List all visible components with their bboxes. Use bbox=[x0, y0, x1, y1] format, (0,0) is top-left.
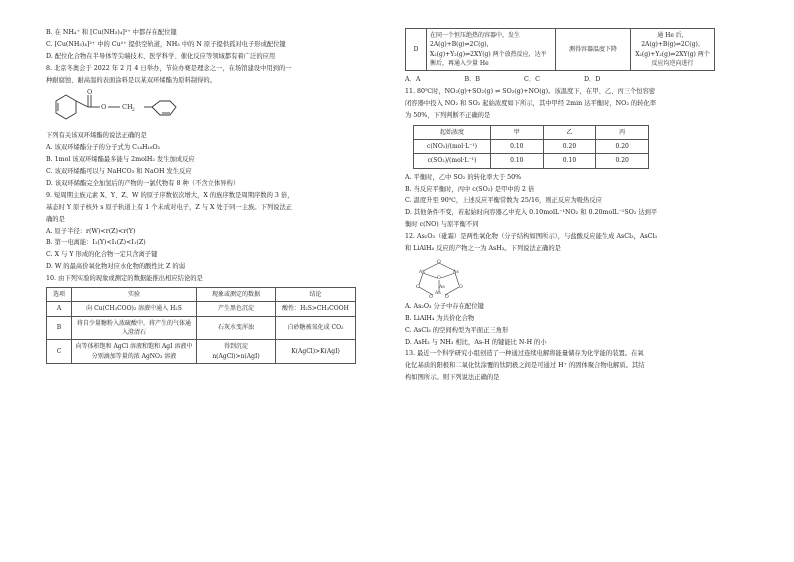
table-cell: 白砂糖被氧化成 CO₂ bbox=[276, 316, 356, 340]
q8-stem-line: 8. 北京冬奥会于 2022 年 2 月 4 日举办，节俭办赛是理念之一，在场馆建设中用到的一 bbox=[46, 64, 292, 72]
left-column bbox=[46, 30, 396, 364]
atom-label: As bbox=[439, 284, 445, 290]
table-header: 实验 bbox=[72, 288, 197, 302]
table-cell: c(SO₂)/(mol·L⁻¹) bbox=[414, 154, 491, 168]
table-cell: 0.20 bbox=[596, 140, 649, 154]
table-cell: 0.10 bbox=[491, 154, 544, 168]
table-row bbox=[47, 316, 356, 340]
q9-option-c: C. X 与 Y 形成的化合物一定只含离子键 bbox=[46, 251, 158, 259]
table-cell: D bbox=[406, 29, 427, 71]
table-cell: B bbox=[47, 316, 72, 340]
q9-stem-line: 9. 短周期主族元素 X、Y、Z、W 的原子序数依次增大，X 的族序数是周期序数的 3 倍， bbox=[46, 191, 294, 199]
table-cell: c(NO₂)/(mol·L⁻¹) bbox=[414, 140, 491, 154]
q8-question: 下列有关该双环烯酯的说法正确的是 bbox=[46, 132, 147, 140]
table-row bbox=[406, 29, 715, 71]
table-cell: K(AgCl)>K(AgI) bbox=[276, 340, 356, 364]
svg-text:2: 2 bbox=[132, 108, 135, 114]
q10-stem: 10. 由下列实验的现象或测定的数据能推出相应结论的是 bbox=[46, 275, 203, 283]
table-cell: C bbox=[47, 340, 72, 364]
q10-answer-d: D．D bbox=[584, 76, 601, 84]
q10-answer-options bbox=[405, 77, 755, 83]
line: C. [Cu(NH₃)₄]²⁺ 中的 Cu²⁺ 提供空轨道，NH₃ 中的 N 原子提供孤对电子形成配位键 bbox=[46, 40, 286, 48]
q11-option-d-cont: 衡时 c(NO) 与原平衡不同 bbox=[405, 221, 479, 229]
table-cell: 酸性：H₂S>CH₃COOH bbox=[276, 302, 356, 316]
q11-table bbox=[413, 125, 649, 169]
table-cell: 向 Cu(CH₃COO)₂ 溶液中通入 H₂S bbox=[72, 302, 197, 316]
q11-option-a: A. 平衡时，乙中 SO₂ 的转化率大于 50% bbox=[405, 173, 522, 181]
line: D. 配位化合物在半导体等尖端技术、医学科学、催化反应等领域都有着广泛的应用 bbox=[46, 52, 276, 60]
table-cell: 得到沉淀 n(AgCl)>n(AgI) bbox=[197, 340, 276, 364]
q11-stem-line: 11. 80℃时，NO₂(g)+SO₂(g) ⇌ SO₃(g)+NO(g)。该温度下，在甲、乙、丙三个恒容密 bbox=[405, 88, 656, 96]
atom-label: As bbox=[435, 290, 441, 296]
q11-option-b: B. 当反应平衡时，丙中 c(SO₂) 是甲中的 2 倍 bbox=[405, 185, 535, 193]
q12-stem-line: 12. As₂O₃（砒霜）是两性氧化物（分子结构如图所示），与盐酸反应能生成 AsCl₃，AsCl₃ bbox=[405, 233, 658, 241]
q10-answer-c: C．C bbox=[524, 76, 540, 84]
atom-label: O bbox=[459, 284, 463, 290]
svg-text:O: O bbox=[87, 89, 93, 97]
table-cell: 将自少量糖粉入浓硫酸中，将产生的气体通入澄清石 bbox=[72, 316, 197, 340]
atom-label: As bbox=[419, 269, 425, 275]
table-header: 丙 bbox=[596, 125, 649, 139]
table-header: 结论 bbox=[276, 288, 356, 302]
as2o3-structure-icon bbox=[409, 258, 469, 300]
q8-option-d: D. 该双环烯酯完全加氢后的产物的一氯代物有 8 种（不含立体异构） bbox=[46, 180, 240, 188]
q12-option-b: B. LiAlH₄ 为共价化合物 bbox=[405, 314, 475, 322]
bicyclic-ester-structure-icon bbox=[46, 89, 196, 127]
table-row bbox=[47, 302, 356, 316]
svg-text:O: O bbox=[101, 103, 107, 112]
q8-option-a: A. 该双环烯酯分子的分子式为 C₁₄H₁₈O₂ bbox=[46, 144, 161, 152]
q13-stem-line: 化钇基质的阳极和二氧化钛涂覆的钛阴极之间是可通过 H⁺ 的固体聚合物电解质。其结 bbox=[405, 362, 645, 370]
q10-table bbox=[46, 287, 356, 364]
table-cell: 0.20 bbox=[596, 154, 649, 168]
atom-label: O bbox=[437, 275, 441, 281]
q12-option-c: C. AsCl₃ 的空间构型为平面正三角形 bbox=[405, 326, 509, 334]
atom-label: As bbox=[453, 269, 459, 275]
table-row bbox=[414, 140, 649, 154]
table-header: 选项 bbox=[47, 288, 72, 302]
table-cell: 向等体积饱和 AgCl 溶液和饱和 AgI 溶液中分别滴加等量的浓 AgNO₃ 溶液 bbox=[72, 340, 197, 364]
q13-stem-line: 13. 最近一个科学研究小组创造了一种通过连续电解将能量储存为化学能的装置。在氧 bbox=[405, 350, 644, 358]
table-header: 起始浓度 bbox=[414, 125, 491, 139]
table-cell: 0.20 bbox=[543, 140, 596, 154]
q9-stem-line: 基态时 Y 原子核外 s 原子轨道上有 1 个未成对电子，Z 与 X 处于同一主族。下列说法正 bbox=[46, 203, 293, 211]
table-row bbox=[414, 154, 649, 168]
q11-stem-line: 闭容器中投入 NO₂ 和 SO₂ 起始浓度如下所示，其中甲经 2min 达平衡时，NO₂ 的转化率 bbox=[405, 99, 657, 107]
table-cell: 在同一个恒压绝热的容器中，发生 2A(g)+B(g)⇌2C(g)，X₂(g)+Y₂(g)⇌2XY(g) 两个放热反应，达平衡后，再通入少量 He bbox=[427, 29, 556, 71]
q10-answer-a: A．A bbox=[405, 76, 421, 84]
q12-option-a: A. As₂O₃ 分子中存在配位键 bbox=[405, 302, 484, 310]
table-cell: 测得容器温度下降 bbox=[556, 29, 631, 71]
q11-option-c: C. 温度升至 90℃，上述反应平衡常数为 25/16，则正反应为吸热反应 bbox=[405, 197, 602, 205]
q9-option-d: D. W 的最高价氧化物对应水化物的酸性比 Z 的弱 bbox=[46, 263, 186, 271]
table-row bbox=[47, 340, 356, 364]
table-header: 现象或测定的数据 bbox=[197, 288, 276, 302]
table-header: 甲 bbox=[491, 125, 544, 139]
q8-option-b: B. 1mol 该双环烯酯最多能与 2molH₂ 发生加成反应 bbox=[46, 156, 195, 164]
atom-label: O bbox=[437, 259, 441, 265]
table-cell: A bbox=[47, 302, 72, 316]
q9-option-b: B. 第一电离能：I₁(Y)<I₁(Z)<I₁(Z) bbox=[46, 239, 146, 247]
table-header-row bbox=[414, 125, 649, 139]
q9-stem-line: 确的是 bbox=[46, 215, 65, 223]
q12-option-d: D. AsH₃ 与 NH₃ 相比，As-H 的键能比 N-H 的小 bbox=[405, 338, 547, 346]
q11-option-d: D. 其他条件不变，若起始时向容器乙中充入 0.10molL⁻¹NO₂ 和 0.20molL⁻¹SO₂ 达到平 bbox=[405, 209, 658, 217]
table-cell: 通 He 后，2A(g)+B(g)⇌2C(g)、X₂(g)+Y₂(g)⇌2XY(g) 两个反应均逆向进行 bbox=[631, 29, 715, 71]
table-cell: 石灰水变浑浊 bbox=[197, 316, 276, 340]
q11-stem-line: 为 50%，下列判断不正确的是 bbox=[405, 111, 491, 119]
table-header: 乙 bbox=[543, 125, 596, 139]
q10-answer-b: B．B bbox=[464, 76, 480, 84]
q9-option-a: A. 原子半径：r(W)<r(Z)<r(Y) bbox=[46, 227, 136, 235]
q12-stem-line: 和 LiAlH₄ 反应的产物之一为 AsH₃。下列说法正确的是 bbox=[405, 244, 561, 252]
table-cell: 0.10 bbox=[543, 154, 596, 168]
right-column bbox=[405, 28, 755, 387]
svg-text:CH: CH bbox=[122, 103, 133, 112]
atom-label: O bbox=[445, 294, 449, 300]
q8-stem-line: 种耐腐蚀、耐高温的表面涂料是以某双环烯酯为原料制得的。 bbox=[46, 76, 217, 84]
table-cell: 0.10 bbox=[491, 140, 544, 154]
atom-label: O bbox=[429, 294, 433, 300]
table-cell: 产生黑色沉淀 bbox=[197, 302, 276, 316]
table-header-row bbox=[47, 288, 356, 302]
q10-table-continued bbox=[405, 28, 715, 71]
atom-label: O bbox=[416, 284, 420, 290]
line: B. 在 NH₄⁺ 和 [Cu(NH₃)₄]²⁺ 中都存在配位键 bbox=[46, 29, 177, 36]
q8-option-c: C. 该双环烯酯可以与 NaHCO₃ 和 NaOH 发生反应 bbox=[46, 168, 192, 176]
q13-stem-line: 构如图所示。则下列说法正确的是 bbox=[405, 374, 500, 382]
